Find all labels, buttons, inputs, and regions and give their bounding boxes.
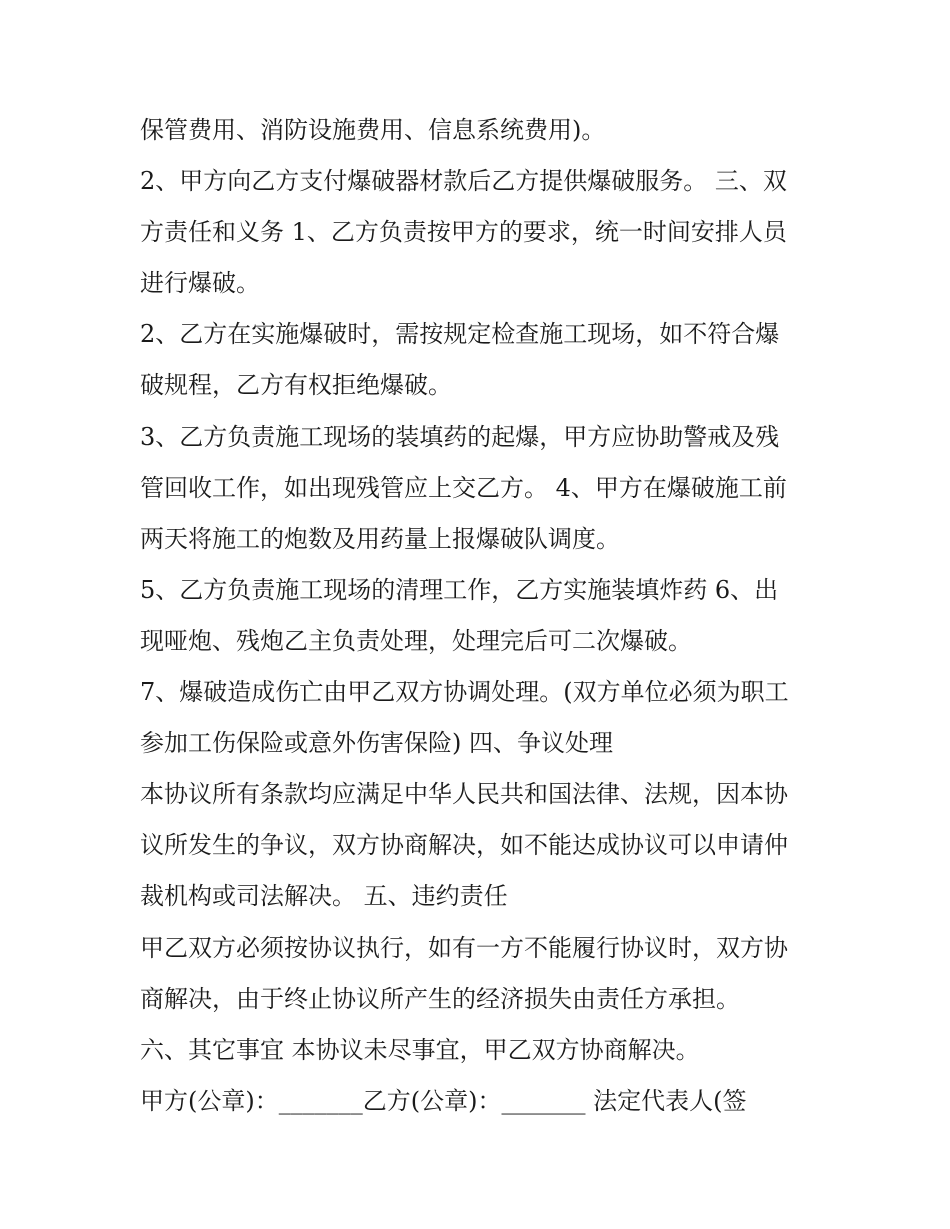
document-body <box>140 105 815 1127</box>
text-line: 两天将施工的炮数及用药量上报爆破队调度。 <box>140 524 620 553</box>
text-line: 裁机构或司法解决。 五、违约责任 <box>140 882 508 911</box>
text-line: 7、爆破造成伤亡由甲乙双方协调处理。(双方单位必须为职工 <box>140 678 789 707</box>
text-line: 本协议所有条款均应满足中华人民共和国法律、法规，因本协 <box>140 780 788 809</box>
text-line: 方责任和义务 1、乙方负责按甲方的要求，统一时间安排人员 <box>140 218 787 247</box>
text-line: 甲方(公章)：_______乙方(公章)：_______ 法定代表人(签 <box>140 1086 747 1115</box>
text-line: 商解决，由于终止协议所产生的经济损失由责任方承担。 <box>140 984 740 1013</box>
text-line: 2、乙方在实施爆破时，需按规定检查施工现场，如不符合爆 <box>140 320 780 349</box>
text-line: 保管费用、消防设施费用、信息系统费用)。 <box>140 116 606 144</box>
text-line: 5、乙方负责施工现场的清理工作，乙方实施装填炸药 6、出 <box>140 575 779 604</box>
text-line: 议所发生的争议，双方协商解决，如不能达成协议可以申请仲 <box>140 831 788 860</box>
text-line: 2、甲方向乙方支付爆破器材款后乙方提供爆破服务。 三、双 <box>140 167 787 196</box>
text-line: 3、乙方负责施工现场的装填药的起爆，甲方应协助警戒及残 <box>140 422 780 451</box>
text-line: 破规程，乙方有权拒绝爆破。 <box>140 371 452 400</box>
text-line: 现哑炮、残炮乙主负责处理，处理完后可二次爆破。 <box>140 626 692 655</box>
text-line: 管回收工作，如出现残管应上交乙方。 4、甲方在爆破施工前 <box>140 473 787 502</box>
text-line: 甲乙双方必须按协议执行，如有一方不能履行协议时，双方协 <box>140 933 788 962</box>
text-line: 六、其它事宜 本协议未尽事宜，甲乙双方协商解决。 <box>140 1035 700 1064</box>
text-line: 参加工伤保险或意外伤害保险) 四、争议处理 <box>140 729 613 758</box>
text-line: 进行爆破。 <box>140 269 260 298</box>
